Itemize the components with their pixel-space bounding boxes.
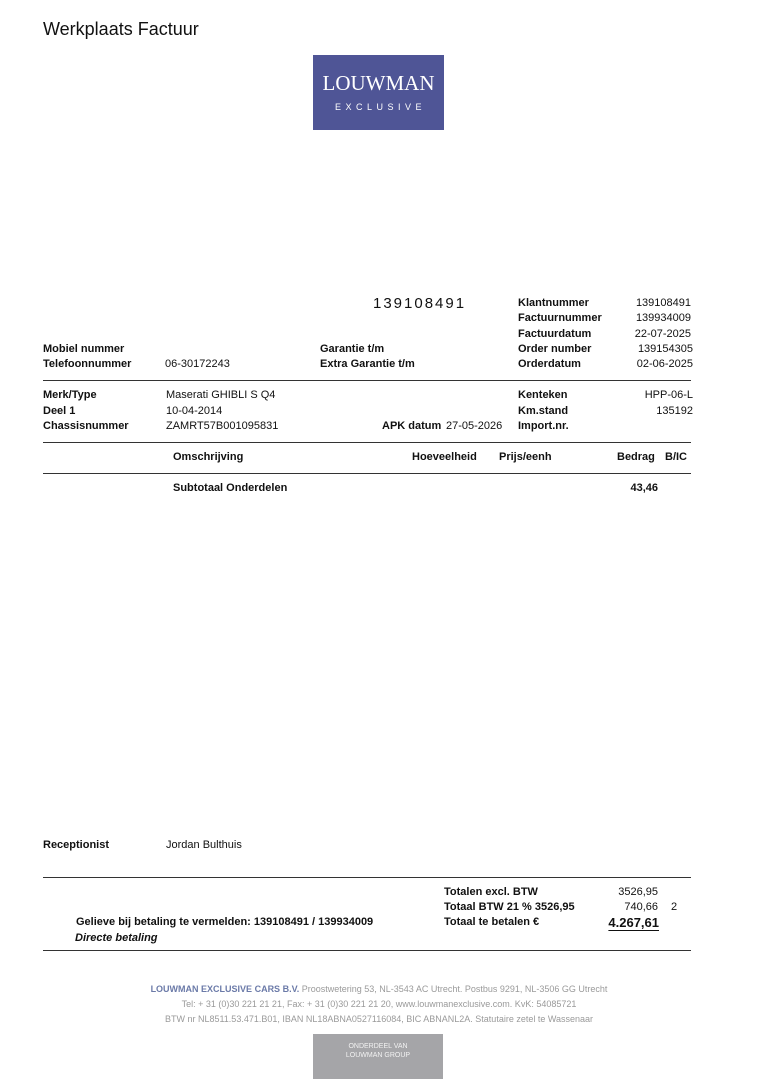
totals-total-value: 4.267,61 — [608, 915, 659, 930]
km-value: 135192 — [656, 405, 693, 417]
footer-address-line — [0, 984, 758, 994]
apk-value: 27-05-2026 — [446, 420, 503, 432]
totals-btw-code: 2 — [671, 901, 678, 913]
footer-company: LOUWMAN EXCLUSIVE CARS B.V. — [150, 984, 300, 994]
totals-excl-label: Totalen excl. BTW — [444, 886, 538, 898]
mobiel-label: Mobiel nummer — [43, 343, 125, 355]
subtotal-value: 43,46 — [630, 482, 658, 494]
footer-address: Proostwetering 53, NL-3543 AC Utrecht. Postbus 9291, NL-3506 GG Utrecht — [299, 984, 608, 994]
receptionist-name: Jordan Bulthuis — [166, 839, 242, 851]
meta-label-factuurnummer: Factuurnummer — [518, 312, 602, 324]
divider-vehicle — [43, 442, 691, 443]
deel-value: 10-04-2014 — [166, 405, 223, 417]
louwman-group-badge — [313, 1034, 443, 1079]
group-line2: LOUWMAN GROUP — [345, 1052, 411, 1059]
divider-table-header — [43, 473, 691, 474]
km-label: Km.stand — [518, 405, 569, 417]
totals-btw-label: Totaal BTW 21 % 3526,95 — [444, 901, 575, 913]
totals-excl-value: 3526,95 — [618, 886, 658, 898]
col-header-prijs: Prijs/eenh — [499, 451, 552, 463]
deel-label: Deel 1 — [43, 405, 76, 417]
telefoon-label: Telefoonnummer — [43, 358, 132, 370]
subtotal-label: Subtotaal Onderdelen — [173, 482, 288, 494]
meta-value-orderdatum: 02-06-2025 — [636, 358, 693, 370]
receptionist-label: Receptionist — [43, 839, 110, 851]
merk-value: Maserati GHIBLI S Q4 — [166, 389, 276, 401]
merk-label: Merk/Type — [43, 389, 97, 401]
page-title: Werkplaats Factuur — [43, 19, 199, 39]
divider-totals-bottom — [43, 950, 691, 951]
telefoon-value: 06-30172243 — [165, 358, 230, 370]
col-header-bedrag: Bedrag — [617, 451, 655, 463]
meta-label-order-number: Order number — [518, 343, 592, 355]
col-header-omschrijving: Omschrijving — [173, 451, 244, 463]
meta-label-factuurdatum: Factuurdatum — [518, 328, 592, 340]
col-header-bic: B/IC — [665, 451, 687, 463]
garantie-label: Garantie t/m — [320, 343, 385, 355]
divider-totals-top — [43, 877, 691, 878]
chassis-value: ZAMRT57B001095831 — [166, 420, 279, 432]
payment-method: Directe betaling — [75, 932, 158, 944]
totals-btw-value: 740,66 — [624, 901, 658, 913]
footer-legal: BTW nr NL8511.53.471.B01, IBAN NL18ABNA0527116084, BIC ABNANL2A. Statutaire zetel te Wassenaar — [164, 1014, 594, 1024]
meta-value-factuurnummer: 139934009 — [635, 312, 691, 324]
import-label: Import.nr. — [518, 420, 569, 432]
louwman-exclusive-logo — [313, 55, 444, 130]
col-header-hoeveelheid: Hoeveelheid — [412, 451, 477, 463]
payment-reference: Gelieve bij betaling te vermelden: 139108491 / 139934009 — [76, 916, 374, 928]
extra-garantie-label: Extra Garantie t/m — [320, 358, 415, 370]
customer-number-large: 139108491 — [373, 295, 467, 312]
totals-total-label: Totaal te betalen € — [444, 916, 540, 928]
logo-line2: EXCLUSIVE — [334, 102, 427, 112]
meta-value-klantnummer: 139108491 — [635, 297, 691, 309]
kenteken-value: HPP-06-L — [644, 389, 693, 401]
footer-contact: Tel: + 31 (0)30 221 21 21, Fax: + 31 (0)30 221 21 20, www.louwmanexclusive.com. KvK: 54085721 — [181, 999, 577, 1009]
divider-contact — [43, 380, 691, 381]
group-line1: ONDERDEEL VAN — [348, 1043, 408, 1050]
meta-value-factuurdatum: 22-07-2025 — [634, 328, 691, 340]
meta-label-orderdatum: Orderdatum — [518, 358, 581, 370]
kenteken-label: Kenteken — [518, 389, 568, 401]
meta-label-klantnummer: Klantnummer — [518, 297, 589, 309]
logo-line1: LOUWMAN — [322, 71, 435, 95]
meta-value-order-number: 139154305 — [637, 343, 693, 355]
chassis-label: Chassisnummer — [43, 420, 129, 432]
apk-label: APK datum — [382, 420, 442, 432]
